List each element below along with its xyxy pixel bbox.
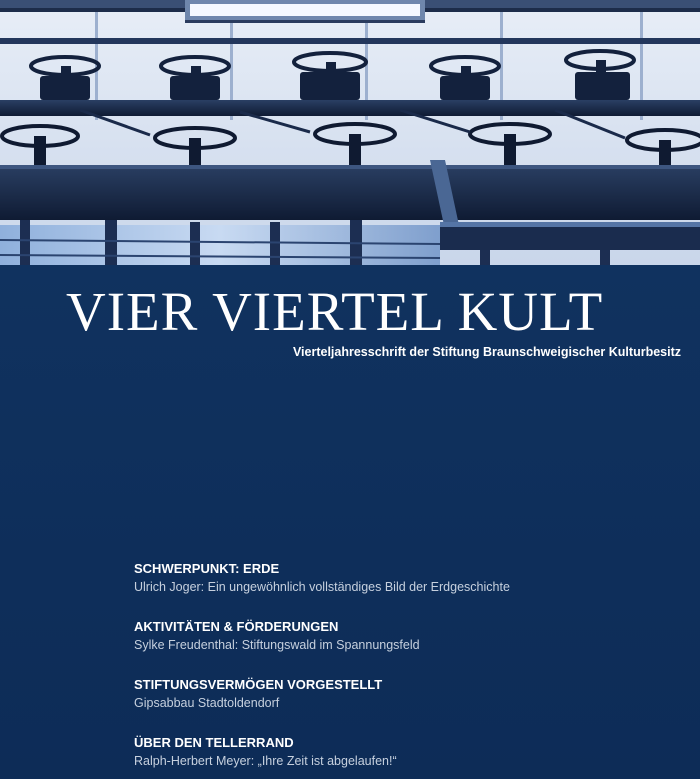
toc-heading: ÜBER DEN TELLERRAND [134,735,294,750]
toc-heading: SCHWERPUNKT: ERDE [134,561,280,576]
magazine-subtitle: Vierteljahresschrift der Stiftung Braunschweigischer Kulturbesitz [292,345,681,359]
toc-article: Ralph-Herbert Meyer: „Ihre Zeit ist abgelaufen!“ [134,754,397,768]
toc-item [134,560,684,618]
cover-photo-industrial-machinery [0,0,700,265]
toc-article: Sylke Freudenthal: Stiftungswald im Spannungsfeld [134,638,420,652]
table-of-contents [134,560,684,779]
toc-article: Gipsabbau Stadtoldendorf [134,696,280,710]
magazine-title: VIER VIERTEL KULT [66,281,604,342]
toc-heading: STIFTUNGSVERMÖGEN VORGESTELLT [134,677,383,692]
toc-heading: AKTIVITÄTEN & FÖRDERUNGEN [134,619,339,634]
toc-item [134,618,684,676]
toc-item [134,734,684,779]
toc-article: Ulrich Joger: Ein ungewöhnlich vollständiges Bild der Erdgeschichte [134,580,510,594]
toc-item [134,676,684,734]
